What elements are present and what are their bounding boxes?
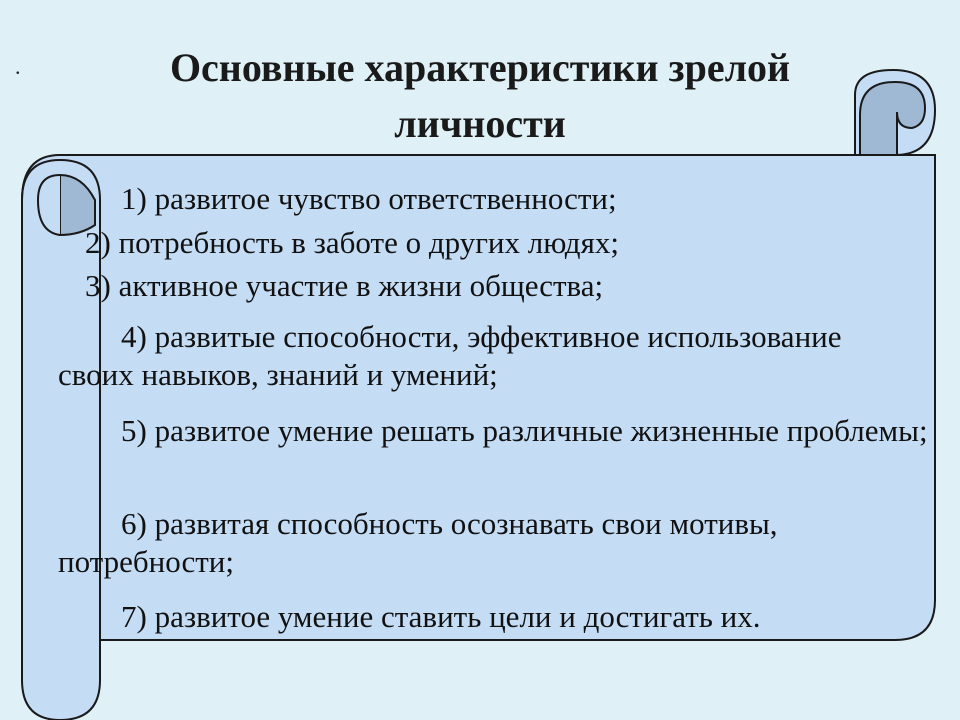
- list-item: 5) развитое умение решать различные жизненные проблемы;: [121, 413, 928, 448]
- list-item: 1) развитое чувство ответственности;: [121, 181, 617, 216]
- list-item: 4) развитые способности, эффективное использование своих навыков, знаний и умений;: [58, 319, 842, 392]
- bullet-mark: .: [15, 54, 21, 79]
- list-item: 6) развитая способность осознавать свои мотивы, потребности;: [58, 506, 778, 579]
- list-item: 7) развитое умение ставить цели и достигать их.: [121, 599, 761, 634]
- list-item: 3) активное участие в жизни общества;: [85, 268, 604, 303]
- slide-title: Основные характеристики зрелой личности: [169, 45, 791, 146]
- list-item: 2) потребность в заботе о других людях;: [85, 225, 619, 260]
